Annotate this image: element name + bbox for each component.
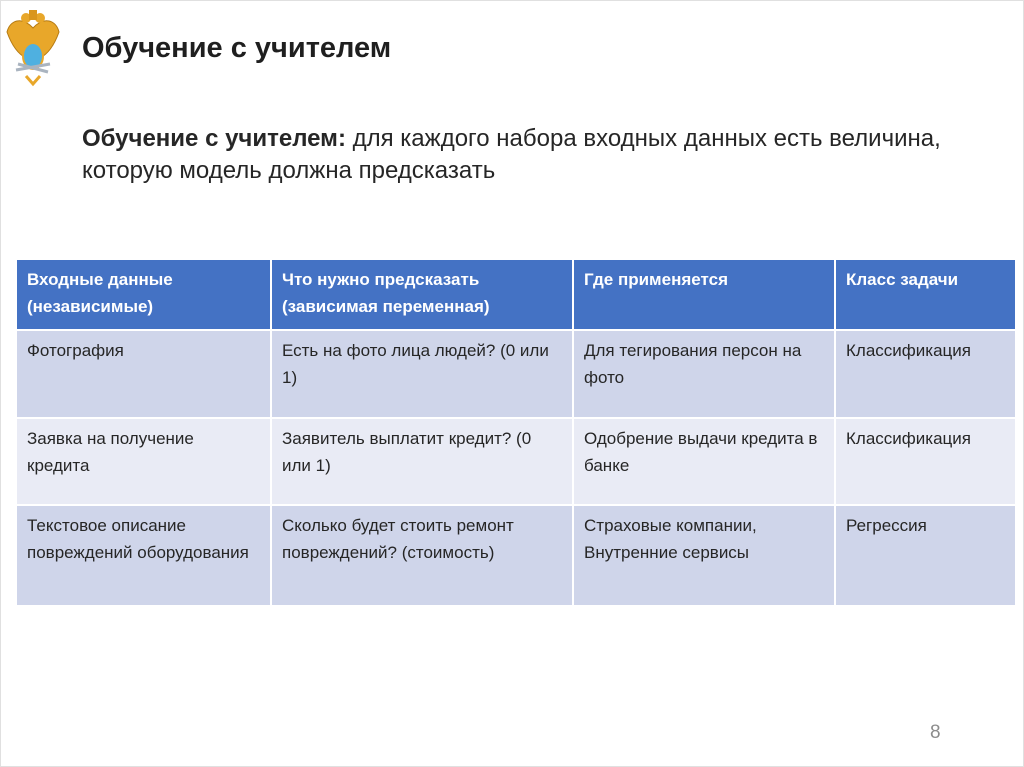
header-application: Где применяется <box>573 259 835 330</box>
cell-task-class: Регрессия <box>835 505 1016 606</box>
cell-application: Одобрение выдачи кредита в банке <box>573 418 835 505</box>
page-number: 8 <box>930 722 941 743</box>
cell-target: Сколько будет стоить ремонт повреждений? (стоимость) <box>271 505 573 606</box>
cell-inputs: Текстовое описание повреждений оборудования <box>16 505 271 606</box>
cell-inputs: Заявка на получение кредита <box>16 418 271 505</box>
table-row <box>16 418 1016 505</box>
cell-inputs: Фотография <box>16 330 271 418</box>
emblem-logo <box>4 6 62 88</box>
header-target: Что нужно предсказать (зависимая переменная) <box>271 259 573 330</box>
cell-application: Страховые компании, Внутренние сервисы <box>573 505 835 606</box>
intro-definition: для каждого набора входных данных есть величина, которую модель должна предсказать <box>82 125 941 184</box>
supervised-learning-table <box>15 258 1017 607</box>
cell-target: Есть на фото лица людей? (0 или 1) <box>271 330 573 418</box>
cell-application: Для тегирования персон на фото <box>573 330 835 418</box>
intro-text <box>82 123 962 187</box>
table-row <box>16 330 1016 418</box>
cell-target: Заявитель выплатит кредит? (0 или 1) <box>271 418 573 505</box>
header-task-class: Класс задачи <box>835 259 1016 330</box>
cell-task-class: Классификация <box>835 330 1016 418</box>
slide-title: Обучение с учителем <box>82 32 392 64</box>
cell-task-class: Классификация <box>835 418 1016 505</box>
intro-term: Обучение с учителем: <box>82 125 346 152</box>
header-inputs: Входные данные (независимые) <box>16 259 271 330</box>
table-header-row <box>16 259 1016 330</box>
table-row <box>16 505 1016 606</box>
